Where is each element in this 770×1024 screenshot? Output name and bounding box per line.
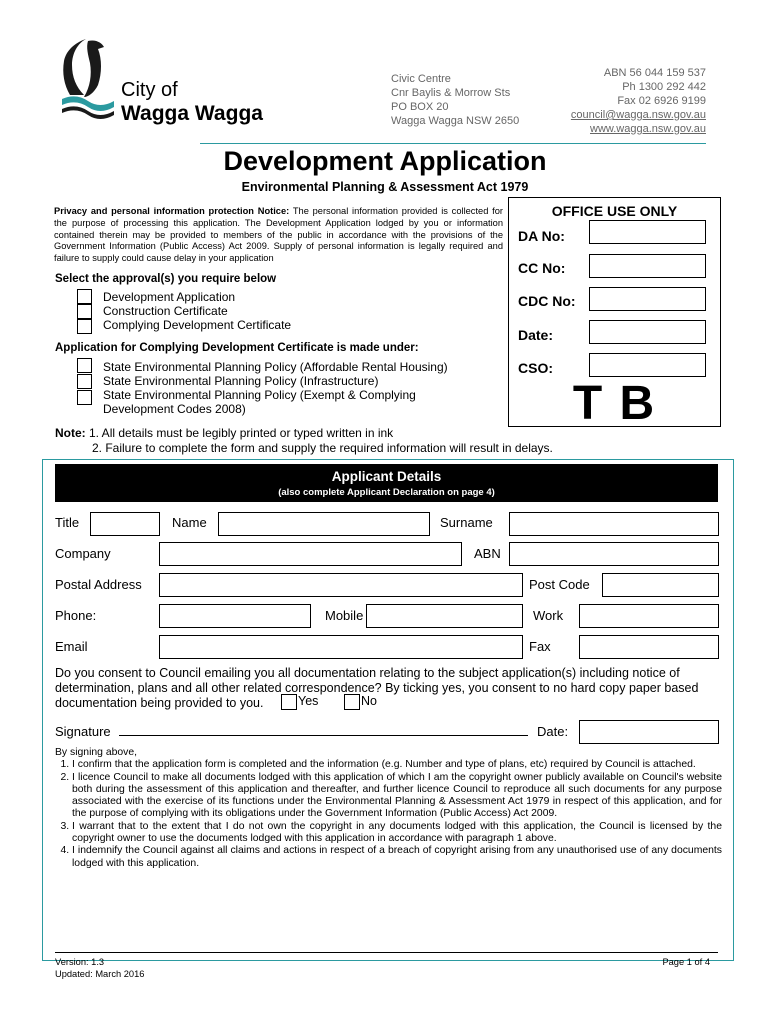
surname-field[interactable] — [509, 512, 719, 536]
declaration-item: 2. I licence Council to make all documents lodged with this application of which I am the copyright owner publicly available on Council's website both during the assessment of this application and thereafter, and further licence Council to reproduce all such documents for any purpose associated with the exercise of its functions under the Environmental Planning & Assessment Act 1979 in respect of this application, and for the purpose of complying with its obligations under the Government Information (Public Access) Act 2009. — [72, 772, 722, 821]
phone-text: Ph 1300 292 442 — [622, 81, 706, 93]
office-use-box — [508, 197, 721, 430]
privacy-heading: Privacy and personal information protection Notice: — [54, 206, 290, 216]
version-text: Version: 1.3 — [55, 957, 105, 967]
signature-date-field[interactable] — [579, 720, 719, 744]
address-line: PO BOX 20 — [391, 101, 449, 113]
footer-divider — [55, 952, 718, 953]
exempt-complying-checkbox[interactable] — [77, 390, 92, 405]
applicant-banner — [55, 464, 718, 502]
work-phone-field[interactable] — [579, 604, 719, 628]
page-subtitle: Environmental Planning & Assessment Act 1979 — [241, 180, 529, 194]
council-contact — [571, 66, 706, 136]
page-number: Page 1 of 4 — [662, 957, 710, 967]
cdc-option: State Environmental Planning Policy (Exempt & Complying — [103, 388, 416, 402]
cdc-no-field[interactable] — [589, 287, 706, 311]
work-label: Work — [533, 608, 564, 623]
approval-option: Complying Development Certificate — [103, 318, 292, 332]
applicant-subheading: (also complete Applicant Declaration on page 4) — [278, 487, 495, 498]
note-line: 1. All details must be legibly printed or typed written in ink — [85, 426, 394, 440]
applicant-heading: Applicant Details — [331, 469, 442, 484]
surname-label: Surname — [440, 515, 493, 530]
fax-label: Fax — [529, 639, 551, 654]
page-title: Development Application — [223, 146, 547, 176]
address-line: Civic Centre — [391, 73, 451, 85]
title-field[interactable] — [90, 512, 160, 536]
address-line: Wagga Wagga NSW 2650 — [391, 115, 520, 127]
abn-text: ABN 56 044 159 537 — [603, 67, 706, 79]
da-no-label: DA No: — [518, 228, 565, 244]
privacy-notice — [54, 206, 503, 265]
privacy-text: The personal information provided is collected for the purpose of processing this application. The Development Application lodged by you or information contained therein may be provided to members of the public in accordance with the provisions of the Government Information (Public Access) Act 2009. Supply of personal information is legally required and failure to supply could cause delay in your application — [54, 206, 503, 264]
post-code-field[interactable] — [602, 573, 719, 597]
cdc-option: Development Codes 2008) — [103, 402, 246, 416]
company-label: Company — [55, 546, 111, 561]
construction-certificate-checkbox[interactable] — [77, 304, 92, 319]
fax-field[interactable] — [579, 635, 719, 659]
mobile-label: Mobile — [325, 608, 364, 623]
email-label: Email — [55, 639, 88, 654]
da-no-field[interactable] — [589, 220, 706, 244]
footer-version — [55, 957, 144, 980]
abn-field[interactable] — [509, 542, 719, 566]
abn-label: ABN — [474, 546, 501, 561]
address-line: Cnr Baylis & Morrow Sts — [391, 87, 511, 99]
phone-label: Phone: — [55, 608, 97, 623]
phone-field[interactable] — [159, 604, 311, 628]
cdc-option: State Environmental Planning Policy (Affordable Rental Housing) — [103, 360, 448, 374]
office-date-field[interactable] — [589, 320, 706, 344]
affordable-housing-checkbox[interactable] — [77, 358, 92, 373]
cdc-no-label: CDC No: — [518, 293, 576, 309]
signature-line[interactable] — [119, 735, 528, 736]
cdc-checkbox[interactable] — [77, 319, 92, 334]
mobile-field[interactable] — [366, 604, 523, 628]
fax-text: Fax 02 6926 9199 — [617, 95, 706, 107]
declaration-item: 3. I warrant that to the extent that I do not own the copyright in any documents lodged with this application, the Council is licensed by the copyright owner to use the documents lodged with this application in accordance with paragraph 1 above. — [72, 821, 722, 846]
tb-stamp: T B — [572, 377, 657, 430]
cc-no-label: CC No: — [518, 260, 566, 276]
name-label: Name — [172, 515, 207, 530]
signature-label: Signature — [55, 724, 111, 739]
postal-address-field[interactable] — [159, 573, 523, 597]
title-label: Title — [55, 515, 80, 530]
logo-text-city-of: City of — [121, 79, 178, 101]
email-link[interactable]: council@wagga.nsw.gov.au — [570, 109, 706, 121]
post-code-label: Post Code — [529, 577, 590, 592]
note — [55, 426, 553, 456]
header-divider — [200, 143, 706, 144]
consent-yes-checkbox[interactable] — [281, 694, 297, 710]
cso-label: CSO: — [518, 360, 553, 376]
logo-text-wagga: Wagga Wagga — [121, 102, 263, 125]
consent-yes-label: Yes — [298, 694, 319, 708]
city-logo-icon — [58, 37, 116, 119]
name-field[interactable] — [218, 512, 430, 536]
development-application-checkbox[interactable] — [77, 289, 92, 304]
updated-text: Updated: March 2016 — [55, 968, 145, 979]
postal-address-label: Postal Address — [55, 577, 142, 592]
declaration-item: 4. I indemnify the Council against all claims and actions in respect of a breach of copyright arising from any unauthorised use of any documents lodged with this application. — [72, 845, 722, 870]
infrastructure-checkbox[interactable] — [77, 374, 92, 389]
email-field[interactable] — [159, 635, 523, 659]
declaration-item: 1. I confirm that the application form is completed and the information (e.g. Number and type of plans, etc) required by Council is attached. — [72, 759, 722, 771]
cdc-heading: Application for Complying Development Certificate is made under: — [55, 342, 419, 354]
office-use-title: OFFICE USE ONLY — [551, 203, 678, 219]
approval-option: Development Application — [103, 290, 236, 304]
signature-date-label: Date: — [537, 724, 569, 739]
note-label: Note: — [55, 426, 86, 440]
date-label: Date: — [518, 327, 554, 343]
cc-no-field[interactable] — [589, 254, 706, 278]
approvals-heading: Select the approval(s) you require below — [55, 273, 277, 285]
website-link[interactable]: www.wagga.nsw.gov.au — [590, 123, 706, 135]
company-field[interactable] — [159, 542, 462, 566]
council-address — [391, 72, 519, 128]
consent-no-checkbox[interactable] — [344, 694, 360, 710]
consent-no-label: No — [361, 694, 377, 708]
declaration — [55, 747, 722, 870]
email-consent-text: Do you consent to Council emailing you all documentation relating to the subject application(s) including notice of determination, plans and all other related correspondence? By ticking yes, you consent to no hard copy paper based documentation being provided to you. — [55, 666, 699, 710]
note-line: 2. Failure to complete the form and supply the required information will result in delays. — [92, 441, 553, 455]
cso-field[interactable] — [589, 353, 706, 377]
declaration-intro: By signing above, — [55, 747, 138, 758]
approval-option: Construction Certificate — [103, 304, 228, 318]
cdc-option: State Environmental Planning Policy (Infrastructure) — [103, 374, 379, 388]
